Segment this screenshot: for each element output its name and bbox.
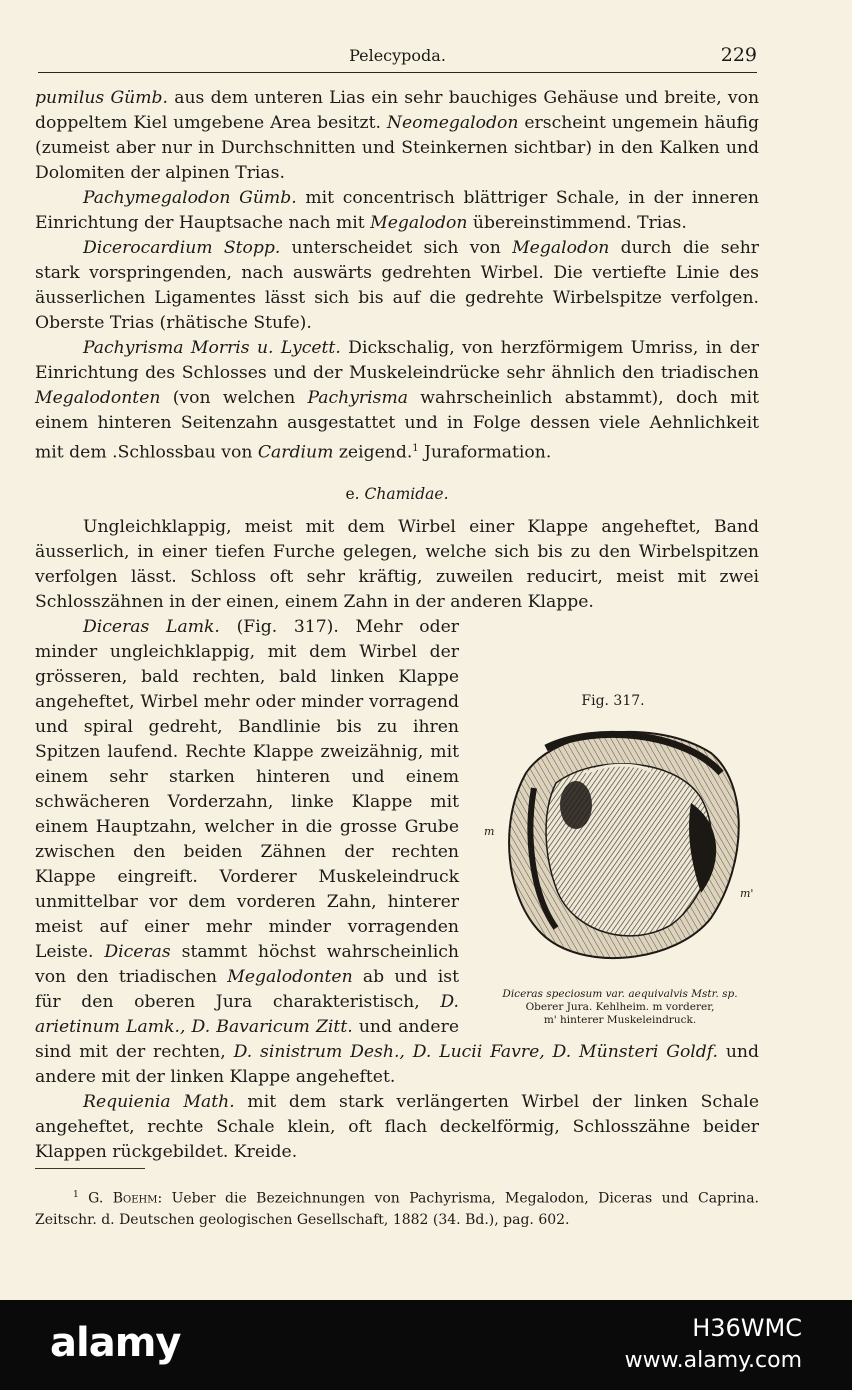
- caption-line-3: m' hinterer Muskeleindruck.: [543, 1014, 697, 1026]
- taxon-name: pumilus Gümb.: [35, 88, 169, 108]
- footnote-author: G. Boehm:: [78, 1190, 163, 1207]
- diceras-shell-illustration: [486, 713, 756, 975]
- section-heading: [35, 482, 759, 507]
- paragraph-text: übereinstimmend. Trias.: [467, 213, 687, 233]
- page-number: 229: [720, 44, 757, 66]
- marker-m-prime: m': [740, 887, 754, 900]
- taxon-name: D. sinistrum Desh., D. Lucii Favre, D. Münsteri Goldf.: [233, 1041, 719, 1062]
- paragraph-pachyrisma: [35, 336, 759, 466]
- paragraph-text: und andere mit der linken Klappe angeheftet.: [35, 1041, 760, 1087]
- paragraph-text: mit concentrisch blättriger Schale, in der inneren Einrichtung der Hauptsache nach mit: [35, 188, 759, 233]
- paragraph-text: Juraformation.: [418, 442, 552, 463]
- alamy-logo: alamy: [50, 1320, 181, 1366]
- running-head-title: Pelecypoda.: [349, 46, 446, 65]
- paragraph-text: erscheint ungemein häufig (zumeist aber nur in Durchschnitten und Steinkernen sichtbar) in den Kalken und Dolomiten der alpinen Trias.: [35, 113, 759, 183]
- footnote-area: [35, 1168, 759, 1231]
- taxon-name: Pachymegalodon Gümb.: [83, 188, 297, 208]
- paragraph-text: mit dem stark verlängerten Wirbel der linken Schale angeheftet, rechte Schale klein, oft flach deckelförmig, Schlosszähne beider Klappen rückgebildet. Kreide.: [35, 1091, 759, 1162]
- taxon-name: Megalodonten: [227, 966, 353, 987]
- section-name: Chamidae.: [364, 484, 449, 503]
- footnote-rule: [35, 1168, 145, 1169]
- paragraph-text: unterscheidet sich von: [280, 238, 513, 258]
- watermark-url: www.alamy.com: [624, 1348, 802, 1373]
- paragraph-text: durch die sehr stark vorspringenden, nach auswärts gedrehten Wirbel. Die vertiefte Linie des äusserlichen Ligamentes lässt sich bis auf die gedrehte Wirbelspitze verfolgen. Oberste Trias (rhätische Stufe).: [35, 238, 759, 333]
- paragraph-dicerocardium: [35, 236, 759, 336]
- caption-line-1: Diceras speciosum var. aequivalvis Mstr. sp.: [502, 988, 738, 1000]
- paragraph-pumilus: [35, 86, 759, 186]
- paragraph-text: (von welchen: [160, 388, 308, 408]
- taxon-name: Pachyrisma: [307, 388, 408, 408]
- taxon-name: Pachyrisma Morris u. Lycett.: [83, 338, 341, 358]
- footnote-ref: 1: [412, 443, 419, 454]
- taxon-name: Diceras Lamk.: [83, 616, 220, 637]
- taxon-name: Diceras: [104, 941, 171, 962]
- taxon-name: Dicerocardium Stopp.: [83, 238, 281, 258]
- stock-watermark-bar: [0, 1300, 852, 1390]
- image-id: H36WMC: [692, 1314, 802, 1342]
- running-head: [38, 44, 757, 73]
- paragraph-requienia: [35, 1090, 759, 1165]
- paragraph-text: und andere sind mit der rechten,: [35, 1016, 459, 1062]
- paragraph-pachymegalodon: [35, 186, 759, 236]
- taxon-name: Megalodon: [512, 238, 610, 258]
- taxon-name: Requienia Math.: [83, 1091, 235, 1112]
- footnote-number: 1: [73, 1190, 79, 1200]
- taxon-name: Megalodonten: [35, 388, 161, 408]
- footnote-text: Ueber die Bezeichnungen von Pachyrisma, Megalodon, Diceras und Caprina. Zeitschr. d. Deutschen geologischen Gesellschaft, 1882 (34. Bd.), pag. 602.: [35, 1190, 759, 1228]
- paragraph-text: stammt höchst wahrscheinlich von den triadischen: [35, 941, 459, 987]
- figure-label: Fig. 317.: [581, 693, 645, 709]
- paragraph-text: (Fig. 317). Mehr oder minder ungleichklappig, mit dem Wirbel der grösseren, bald rechten, bald linken Klappe angeheftet, Wirbel mehr oder minder vorragend und spiral gedreht, Bandlinie bis zu ihren Spitzen laufend. Rechte Klappe zweizähnig, mit einem sehr starken hinteren und einem schwächeren Vorderzahn, linke Klappe mit einem Hauptzahn, welcher in die grosse Grube zwischen den beiden Zähnen der rechten Klappe eingreift. Vorderer Muskeleindruck unmittelbar vor dem vorderen Zahn, hinterer meist auf einer mehr minder vorragenden Leiste.: [35, 616, 459, 962]
- figure-caption: [470, 988, 770, 1027]
- taxon-name: Cardium: [257, 442, 334, 463]
- taxon-name: Neomegalodon: [386, 113, 519, 133]
- footnote: [35, 1185, 759, 1231]
- paragraph-text: wahrscheinlich abstammt), doch mit einem hinteren Seitenzahn ausgestattet und in Folge dessen viele Aehnlichkeit mit dem .Schlossbau von: [35, 388, 759, 463]
- taxon-name: Megalodon: [370, 213, 468, 233]
- taxon-name: D. arietinum Lamk., D. Bavaricum Zitt.: [35, 991, 459, 1037]
- section-letter: e.: [345, 484, 365, 503]
- paragraph-chamidae: Ungleichklappig, meist mit dem Wirbel einer Klappe angeheftet, Band äusserlich, in einer tiefen Furche gelegen, welche sich bis zu den Wirbelspitzen verfolgen lässt. Schloss oft sehr kräftig, zuweilen reducirt, meist mit zwei Schlosszähnen in der einen, einem Zahn in der anderen Klappe.: [35, 516, 759, 612]
- caption-line-2: Oberer Jura. Kehlheim. m vorderer,: [525, 1001, 715, 1013]
- figure-317: [482, 693, 772, 975]
- paragraph-text: Dickschalig, von herzförmigem Umriss, in der Einrichtung des Schlosses und der Muskeleindrücke sehr ähnlich den triadischen: [35, 338, 759, 383]
- paragraph-text: aus dem unteren Lias ein sehr bauchiges Gehäuse und breite, von doppeltem Kiel umgebene Area besitzt.: [35, 88, 760, 133]
- marker-m: m: [484, 825, 495, 838]
- paragraph-text: zeigend.: [333, 442, 413, 463]
- paragraph-text: ab und ist für den oberen Jura charakteristisch,: [35, 966, 459, 1012]
